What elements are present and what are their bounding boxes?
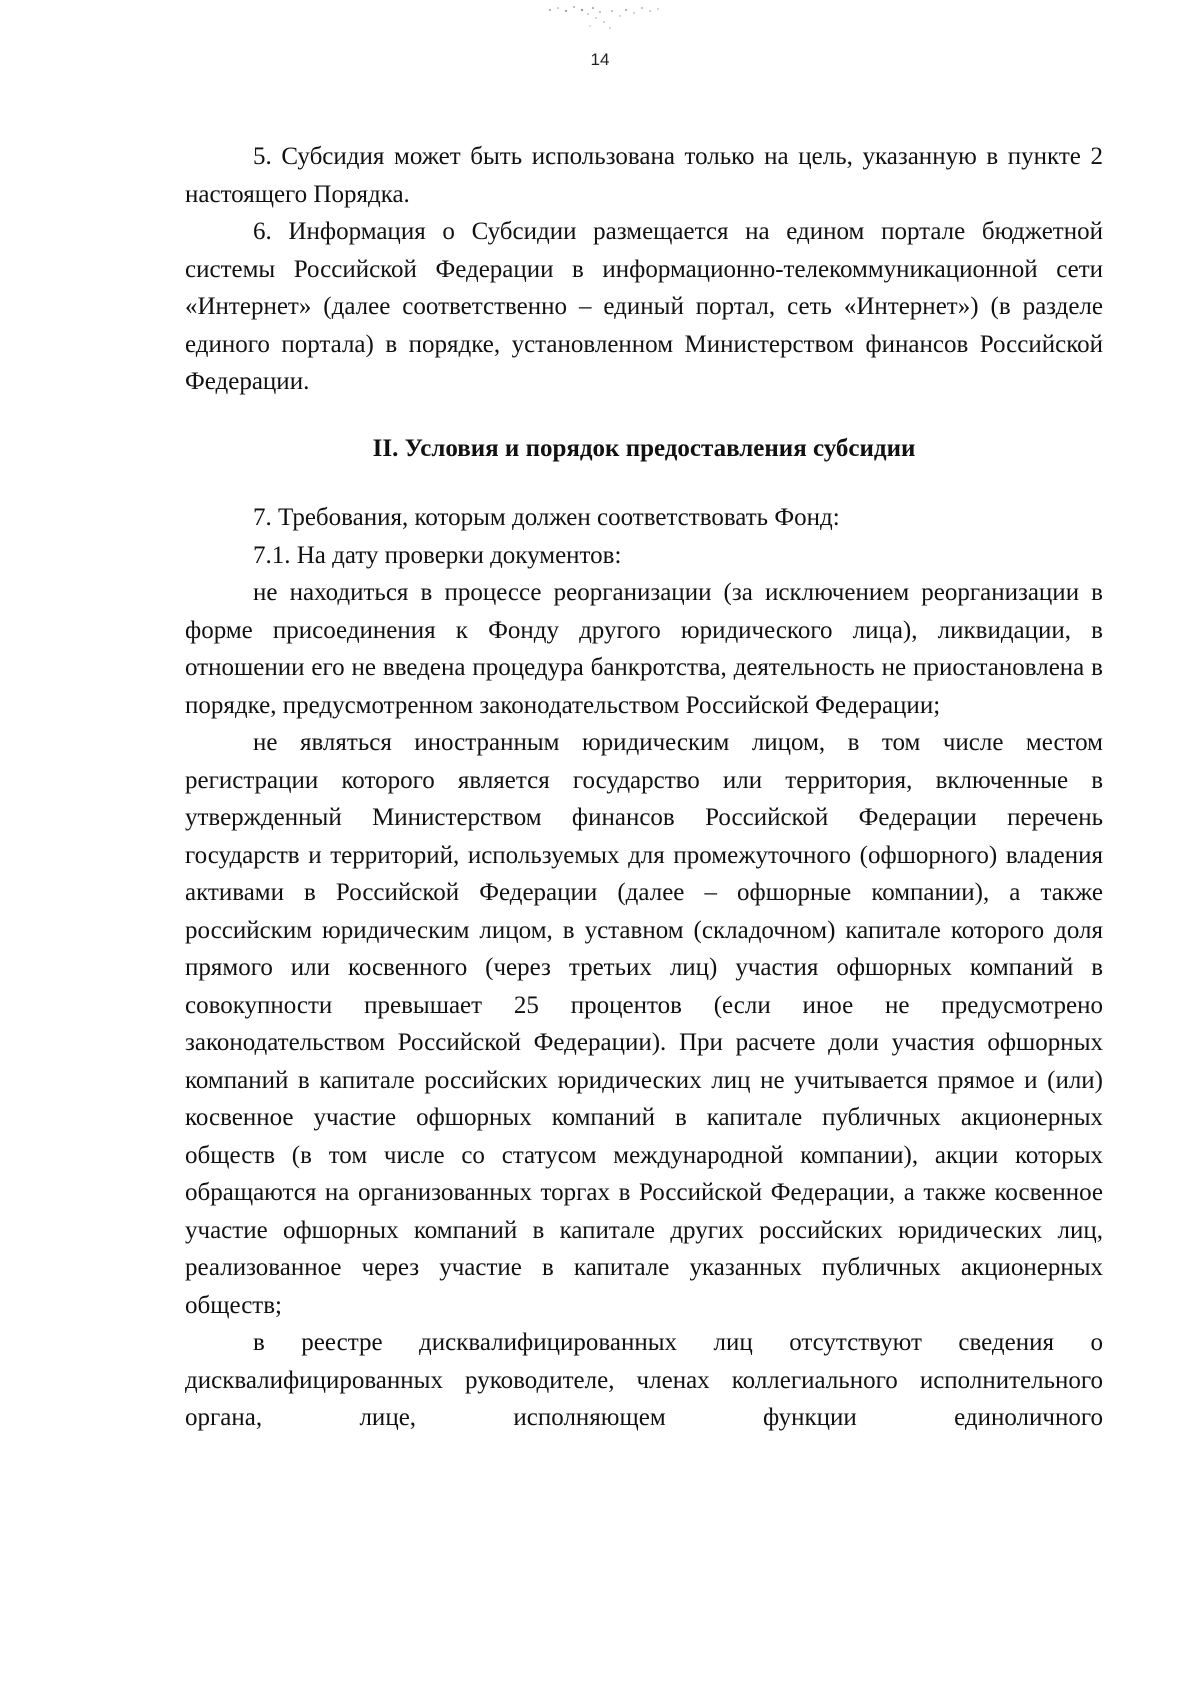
scan-artifact (530, 2, 690, 42)
paragraph-offshore: не являться иностранным юридическим лицом, в том числе местом регистрации которого является государство или территория, включенные в утвержденный Министерством финансов Российской Федерации перечень государств и территорий, используемых для промежуточного (офшорного) владения активами в Российской Федерации (далее – офшорные компании), а также российским юридическим лицом, в уставном (складочном) капитале которого доля прямого или косвенного (через третьих лиц) участия офшорных компаний в совокупности превышает 25 процентов (если иное не предусмотрено законодательством Российской Федерации). При расчете доли участия офшорных компаний в капитале российских юридических лиц не учитывается прямое и (или) косвенное участие офшорных компаний в капитале публичных акционерных обществ (в том числе со статусом международной компании), акции которых обращаются на организованных торгах в Российской Федерации, а также косвенное участие офшорных компаний в капитале других российских юридических лиц, реализованное через участие в капитале указанных публичных акционерных обществ; (185, 729, 1103, 1319)
document-body (185, 138, 1103, 1437)
paragraph-7-1: 7.1. На дату проверки документов: (253, 541, 622, 569)
paragraph-disqualified: в реестре дисквалифицированных лиц отсутствуют сведения о дисквалифицированных руководителе, членах коллегиального исполнительного органа, лице, исполняющем функции единоличного (185, 1329, 1103, 1431)
paragraph-5: 5. Субсидия может быть использована только на цель, указанную в пункте 2 настоящего Порядка. (185, 143, 1103, 208)
page-number: 14 (590, 50, 610, 69)
paragraph-7: 7. Требования, которым должен соответствовать Фонд: (253, 504, 840, 531)
paragraph-6: 6. Информация о Субсидии размещается на едином портале бюджетной системы Российской Федерации в информационно-телекоммуникационной сети «Интернет» (далее соответственно – единый портал, сеть «Интернет») (в разделе единого портала) в порядке, установленном Министерством финансов Российской Федерации. (185, 218, 1103, 395)
section-heading: II. Условия и порядок предоставления субсидии (372, 434, 916, 462)
paragraph-reorganization: не находиться в процессе реорганизации (за исключением реорганизации в форме присоединения к Фонду другого юридического лица), ликвидации, в отношении его не введена процедура банкротства, деятельность не приостановлена в порядке, предусмотренном законодательством Российской Федерации; (185, 579, 1103, 719)
